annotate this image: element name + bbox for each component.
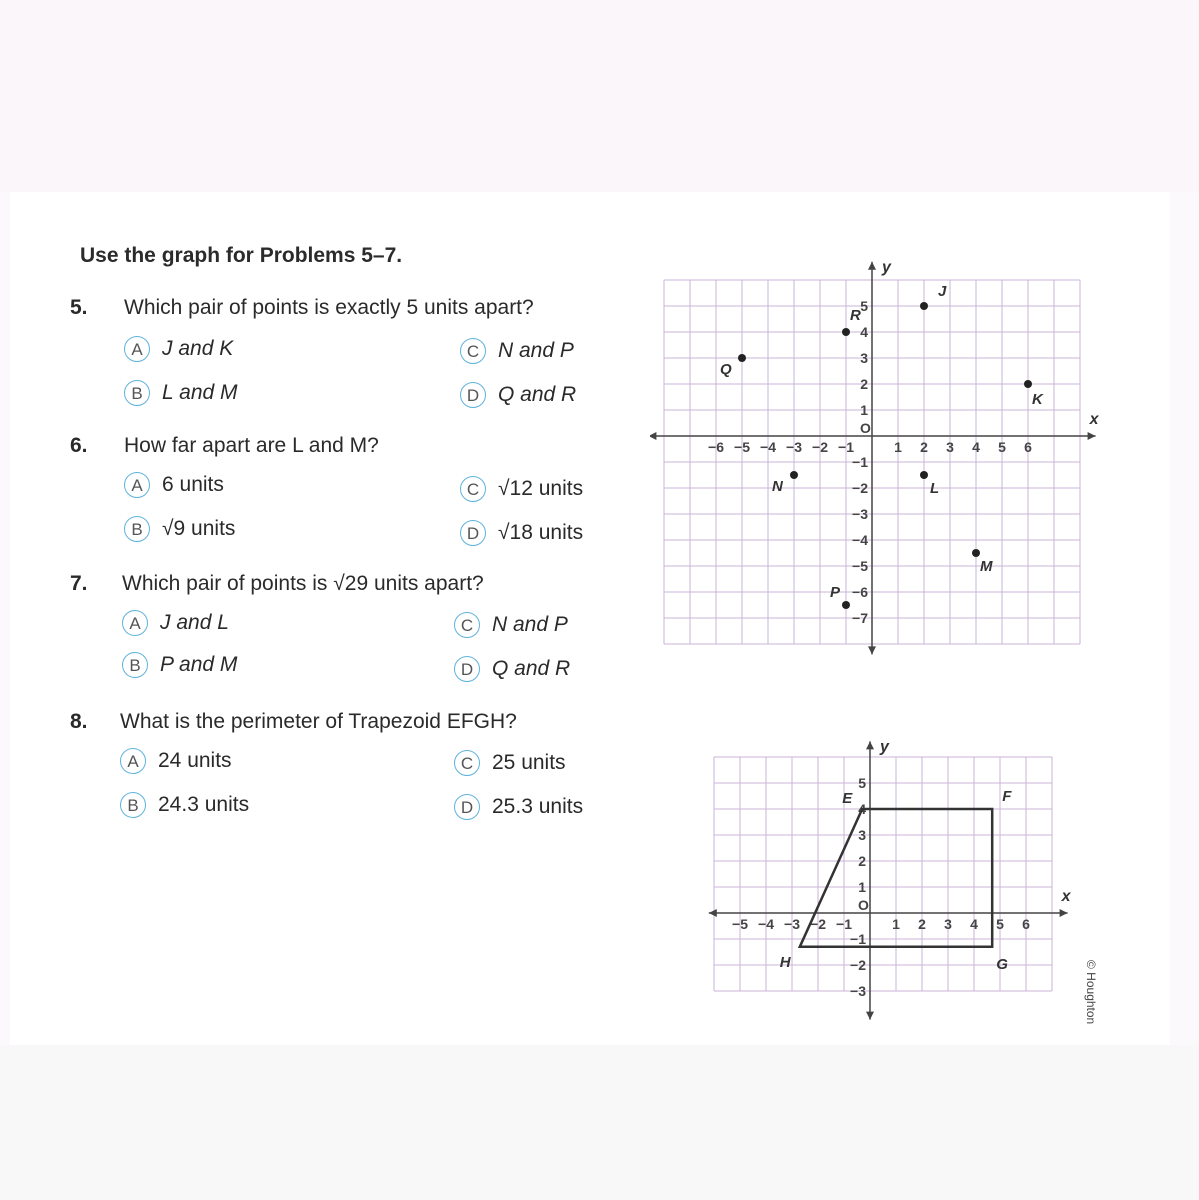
problem-question: What is the perimeter of Trapezoid EFGH? [120,710,517,733]
choice-b[interactable] [120,792,249,818]
x-axis-label: x [1089,411,1099,428]
choice-letter: C [460,338,486,364]
x-tick-label: −2 [810,916,826,932]
point-q [738,354,746,362]
choice-letter: C [460,476,486,502]
y-axis-arrow [866,1012,874,1020]
choice-b[interactable] [124,516,235,542]
choice-text: Q and R [492,657,571,680]
x-tick-label: −6 [708,439,724,455]
x-tick-label: 3 [944,916,952,932]
point-l [920,471,928,479]
choice-text: √18 units [498,521,584,544]
problem-number: 7. [70,572,88,595]
choice-d[interactable] [454,656,570,682]
top-margin [0,0,1199,192]
x-tick-label: −1 [836,916,852,932]
choice-b[interactable] [122,652,237,678]
point-label-l: L [930,480,940,497]
x-tick-label: 6 [1022,916,1030,932]
choice-d[interactable] [460,382,576,408]
choice-text: L and M [162,381,238,404]
x-tick-label: 4 [970,916,978,932]
copyright-text: © Houghton [1084,960,1098,1025]
vertex-label-f: F [1002,788,1012,805]
y-tick-label: 2 [858,853,866,869]
choice-text: Q and R [498,383,577,406]
point-label-m: M [980,558,993,575]
point-n [790,471,798,479]
problem-question: Which pair of points is √29 units apart? [122,572,484,595]
point-m [972,549,980,557]
point-label-n: N [772,478,783,495]
y-axis-arrow [868,262,876,270]
choice-d[interactable] [454,794,583,820]
choice-letter: C [454,612,480,638]
point-label-p: P [830,584,841,601]
y-tick-label: −3 [850,983,866,999]
x-axis-arrow [709,909,717,917]
point-label-k: K [1032,391,1043,408]
problem-question: How far apart are L and M? [124,434,379,457]
choice-a[interactable] [120,748,232,774]
point-label-j: J [938,283,947,300]
x-tick-label: 3 [946,439,954,455]
choice-d[interactable] [460,520,583,546]
y-tick-label: 3 [860,350,868,366]
problem-number: 5. [70,296,88,319]
choice-text: 25 units [492,751,566,774]
coordinate-graph-trapezoid [700,715,1100,1030]
point-k [1024,380,1032,388]
x-tick-label: 2 [918,916,926,932]
y-tick-label: −2 [850,957,866,973]
choice-text: N and P [492,613,568,636]
choice-text: 24 units [158,749,232,772]
y-tick-label: −2 [852,480,868,496]
problem-number: 8. [70,710,88,733]
y-axis-label: y [880,738,889,756]
point-label-q: Q [720,361,732,378]
y-tick-label: −6 [852,584,868,600]
y-tick-label: −3 [852,506,868,522]
problem-number: 6. [70,434,88,457]
problem-5 [70,296,670,436]
choice-letter: D [454,656,480,682]
choice-text: N and P [498,339,574,362]
choice-a[interactable] [122,610,229,636]
y-tick-label: 4 [860,324,868,340]
choice-text: 24.3 units [158,793,250,816]
choice-letter: A [122,610,148,636]
choice-letter: A [124,336,150,362]
y-tick-label: −1 [850,931,866,947]
point-label-r: R [850,307,861,324]
x-axis-arrow [1060,909,1068,917]
x-tick-label: 5 [996,916,1004,932]
x-tick-label: 1 [894,439,902,455]
y-tick-label: 1 [858,879,866,895]
y-tick-label: 1 [860,402,868,418]
origin-label: O [860,420,871,436]
origin-label: O [858,897,869,913]
x-tick-label: −5 [732,916,748,932]
y-axis-arrow [868,646,876,654]
x-tick-label: −2 [812,439,828,455]
choice-text: J and K [162,337,234,360]
x-axis-arrow [650,432,656,440]
y-axis-label: y [882,258,891,276]
x-tick-label: −1 [838,439,854,455]
coordinate-graph-points [650,240,1100,660]
problem-7 [70,572,670,712]
choice-text: √9 units [162,517,236,540]
vertex-label-g: G [996,955,1008,973]
x-tick-label: −5 [734,439,750,455]
x-tick-label: 2 [920,439,928,455]
x-tick-label: 4 [972,439,980,455]
y-tick-label: 4 [858,801,866,817]
choice-letter: B [120,792,146,818]
y-tick-label: −4 [852,532,868,548]
x-tick-label: −4 [758,916,774,932]
x-tick-label: 6 [1024,439,1032,455]
choice-text: 6 units [162,473,224,496]
x-tick-label: 5 [998,439,1006,455]
vertex-label-h: H [779,953,791,971]
point-p [842,601,850,609]
y-tick-label: 5 [860,298,868,314]
choice-b[interactable] [124,380,238,406]
bottom-margin [0,1045,1199,1200]
choice-a[interactable] [124,336,233,362]
choice-letter: D [454,794,480,820]
x-tick-label: −3 [784,916,800,932]
choice-c[interactable] [454,750,566,776]
x-tick-label: 1 [892,916,900,932]
y-tick-label: −1 [852,454,868,470]
point-r [842,328,850,336]
y-tick-label: −5 [852,558,868,574]
choice-letter: D [460,382,486,408]
choice-letter: B [124,516,150,542]
x-tick-label: −3 [786,439,802,455]
choice-text: 25.3 units [492,795,584,818]
choice-text: √12 units [498,477,584,500]
choice-letter: D [460,520,486,546]
choice-text: J and L [160,611,229,634]
y-tick-label: −7 [852,610,868,626]
choice-letter: A [124,472,150,498]
instruction-text: Use the graph for Problems 5–7. [80,244,403,267]
choice-text: P and M [160,653,238,676]
problem-8 [70,710,670,850]
y-tick-label: 3 [858,827,866,843]
vertex-label-e: E [842,790,853,807]
x-axis-label: x [1061,888,1071,905]
y-axis-arrow [866,741,874,749]
problem-question: Which pair of points is exactly 5 units apart? [124,296,534,319]
point-j [920,302,928,310]
y-tick-label: 2 [860,376,868,392]
choice-letter: A [120,748,146,774]
choice-letter: C [454,750,480,776]
choice-c[interactable] [460,338,574,364]
y-tick-label: 5 [858,775,866,791]
problem-6 [70,434,670,574]
choice-a[interactable] [124,472,224,498]
x-axis-arrow [1088,432,1096,440]
choice-c[interactable] [460,476,583,502]
choice-c[interactable] [454,612,568,638]
choice-letter: B [124,380,150,406]
choice-letter: B [122,652,148,678]
x-tick-label: −4 [760,439,776,455]
